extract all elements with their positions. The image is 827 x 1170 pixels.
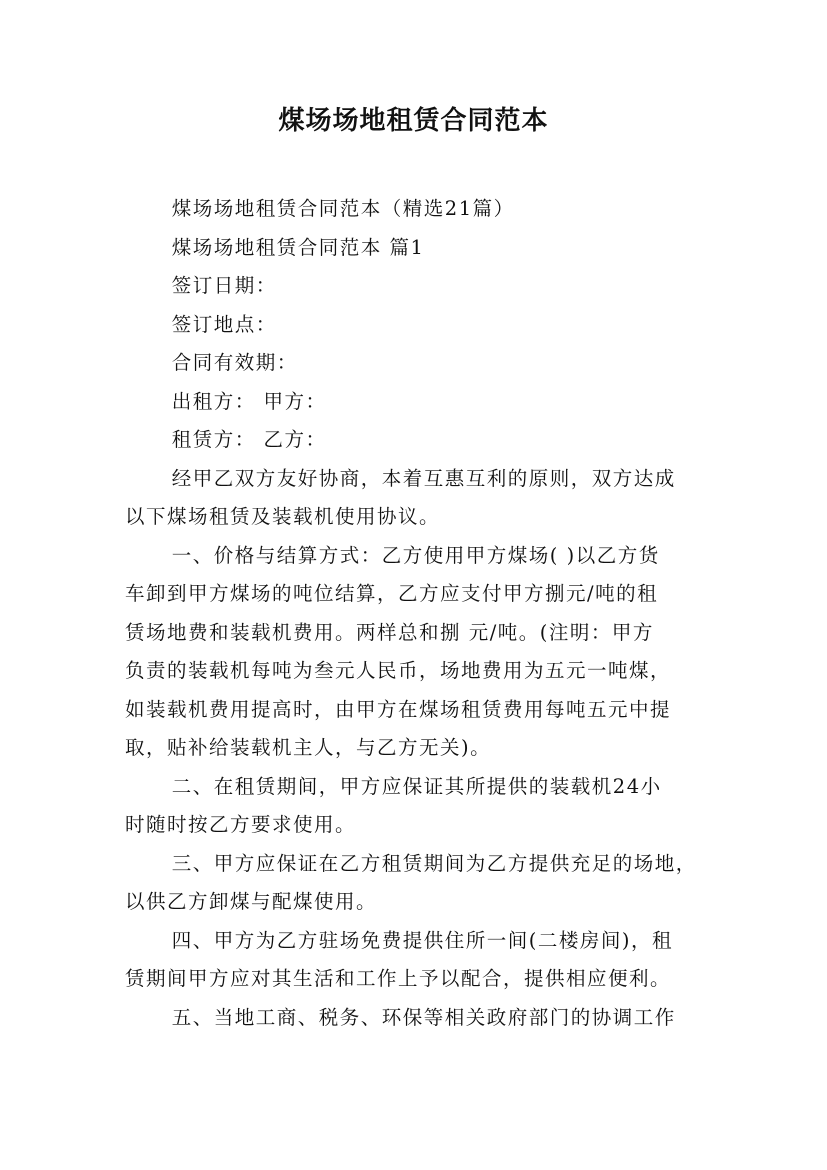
document-title: 煤场场地租赁合同范本 <box>278 106 549 136</box>
paragraph-clause-2 <box>125 768 705 845</box>
paragraph-clause-1 <box>125 537 705 768</box>
text-line: 一、价格与结算方式：乙方使用甲方煤场( )以乙方货 <box>171 543 660 567</box>
text-line: 四、甲方为乙方驻场免费提供住所一间(二楼房间)，租 <box>171 928 674 952</box>
text-line: 出租方： 甲方： <box>171 389 327 413</box>
paragraph-clause-5 <box>125 999 705 1038</box>
text-line: 煤场场地租赁合同范本 篇1 <box>171 235 425 259</box>
text-line: 签订日期： <box>171 274 277 297</box>
text-line: 租赁方： 乙方： <box>171 428 327 451</box>
text-line: 合同有效期： <box>171 351 298 374</box>
text-line: 负责的装载机每吨为叁元人民币，场地费用为五元一吨煤， <box>125 659 672 682</box>
paragraph-lessee <box>125 421 705 460</box>
text-line: 经甲乙双方友好协商，本着互惠互利的原则，双方达成 <box>171 466 676 490</box>
paragraph-sign-date <box>125 267 705 306</box>
paragraph-sign-place <box>125 306 705 345</box>
paragraph-subtitle <box>125 190 705 229</box>
text-line: 车卸到甲方煤场的吨位结算，乙方应支付甲方捌元/吨的租 <box>125 582 659 605</box>
document-body <box>125 190 705 1037</box>
paragraph-clause-4 <box>125 922 705 999</box>
text-line: 以下煤场租赁及装载机使用协议。 <box>125 505 441 528</box>
text-line: 签订地点： <box>171 312 277 336</box>
text-line: 三、甲方应保证在乙方租赁期间为乙方提供充足的场地， <box>171 851 697 875</box>
paragraph-lessor <box>125 383 705 422</box>
text-line: 五、当地工商、税务、环保等相关政府部门的协调工作 <box>171 1005 676 1029</box>
text-line: 煤场场地租赁合同范本（精选21篇） <box>171 197 515 220</box>
text-line: 以供乙方卸煤与配煤使用。 <box>125 890 378 913</box>
text-line: 时随时按乙方要求使用。 <box>125 813 357 836</box>
paragraph-section-heading <box>125 229 705 268</box>
paragraph-clause-3 <box>125 845 705 922</box>
paragraph-preamble <box>125 460 705 537</box>
paragraph-validity <box>125 344 705 383</box>
text-line: 赁场地费和装载机费用。两样总和捌 元/吨。(注明：甲方 <box>125 620 654 644</box>
text-line: 取，贴补给装载机主人，与乙方无关)。 <box>125 736 492 759</box>
text-line: 二、在租赁期间，甲方应保证其所提供的装载机24小 <box>171 774 662 798</box>
text-line: 如装载机费用提高时，由甲方在煤场租赁费用每吨五元中提 <box>125 697 672 721</box>
text-line: 赁期间甲方应对其生活和工作上予以配合，提供相应便利。 <box>125 967 672 990</box>
